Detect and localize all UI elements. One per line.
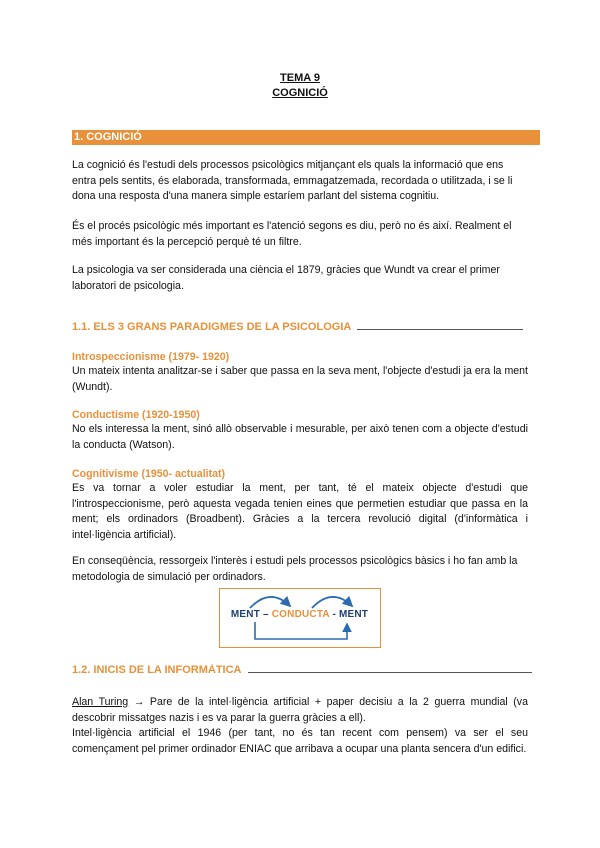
topic-title: TEMA 9 [280, 72, 320, 84]
wundt-paragraph: La psicologia va ser considerada una ciència el 1879, gràcies que Wundt va crear el primer laboratori de psicologia. [72, 264, 500, 292]
diagram-dash-2: - [329, 609, 339, 620]
diagram-conducta: CONDUCTA [271, 609, 330, 620]
cognitivisme-text: Es va tornar a voler estudiar la ment, per tant, té el mateix objecte d'estudi que l'introspeccionisme, però aquesta vegada tenien eines que permetien estudiar que passa en la ment; els ordinadors (Broadbent). Gràcies a la tercera revolució digital (d'informàtica i intel·ligència artificial). [72, 482, 528, 541]
ment-conducta-diagram [219, 588, 381, 648]
attention-paragraph: És el procés psicològic més important es l'atenció segons es diu, però no és així. Realment el més important és la percepció perquè té un filtre. [72, 220, 512, 248]
conductisme-text: No els interessa la ment, sinó allò observable i mesurable, per això tenen com a objecte d'estudi la conducta (Watson). [72, 423, 528, 451]
section-1-1-title: 1.1. ELS 3 GRANS PARADIGMES DE LA PSICOLOGIA [72, 321, 352, 333]
heading-rule [248, 671, 533, 673]
diagram-ment-left: MENT [230, 609, 261, 620]
cognitivisme-heading: Cognitivisme (1950- actualitat) [72, 468, 226, 480]
eniac-paragraph: Intel·ligència artificial el 1946 (per tant, no és tan recent com pensem) va ser el seu començament pel primer ordinador ENIAC que arribava a ocupar una planta sencera d'un edifici. [72, 727, 528, 755]
arrow-ment-to-conducta [250, 597, 290, 608]
section-1-2-title: 1.2. INICIS DE LA INFORMÀTICA [72, 664, 242, 676]
diagram-dash-1: – [260, 609, 272, 620]
turing-text: → Pare de la intel·ligència artificial + paper decisiu a la 2 guerra mundial (va descobrir missatges nazis i es va parar la guerra gràcies a ell). [72, 696, 528, 724]
turing-paragraph [72, 695, 528, 726]
arrow-conducta-to-ment [312, 597, 352, 608]
section-1-2-heading [72, 664, 532, 676]
conductisme-heading: Conductisme (1920-1950) [72, 409, 200, 421]
section-1-1-heading [72, 321, 532, 333]
cognition-definition: La cognició és l'estudi dels processos psicològics mitjançant els quals la informació que ens entra pels sentits, és elaborada, transformada, emmagatzemada, recordada o utilitzada, i se li dona una resposta d'una manera simple estaríem parlant del sistema cognitiu. [72, 159, 513, 202]
diagram-labels [220, 609, 379, 620]
turing-name: Alan Turing [72, 696, 129, 708]
consequence-paragraph: En conseqüència, ressorgeix l'interès i estudi pels processos psicològics bàsics i ho fan amb la metodologia de simulació per ordinadors. [72, 555, 518, 583]
feedback-loop-arrow [255, 622, 347, 639]
diagram-ment-right: MENT [338, 609, 369, 620]
introspeccionisme-heading: Introspeccionisme (1979- 1920) [72, 351, 230, 363]
introspeccionisme-text: Un mateix intenta analitzar-se i saber que passa en la seva ment, l'objecte d'estudi ja era la ment (Wundt). [72, 365, 528, 393]
subject-title: COGNICIÓ [272, 87, 328, 99]
section-1-heading: 1. COGNICIÓ [72, 130, 540, 145]
heading-rule [357, 328, 523, 330]
